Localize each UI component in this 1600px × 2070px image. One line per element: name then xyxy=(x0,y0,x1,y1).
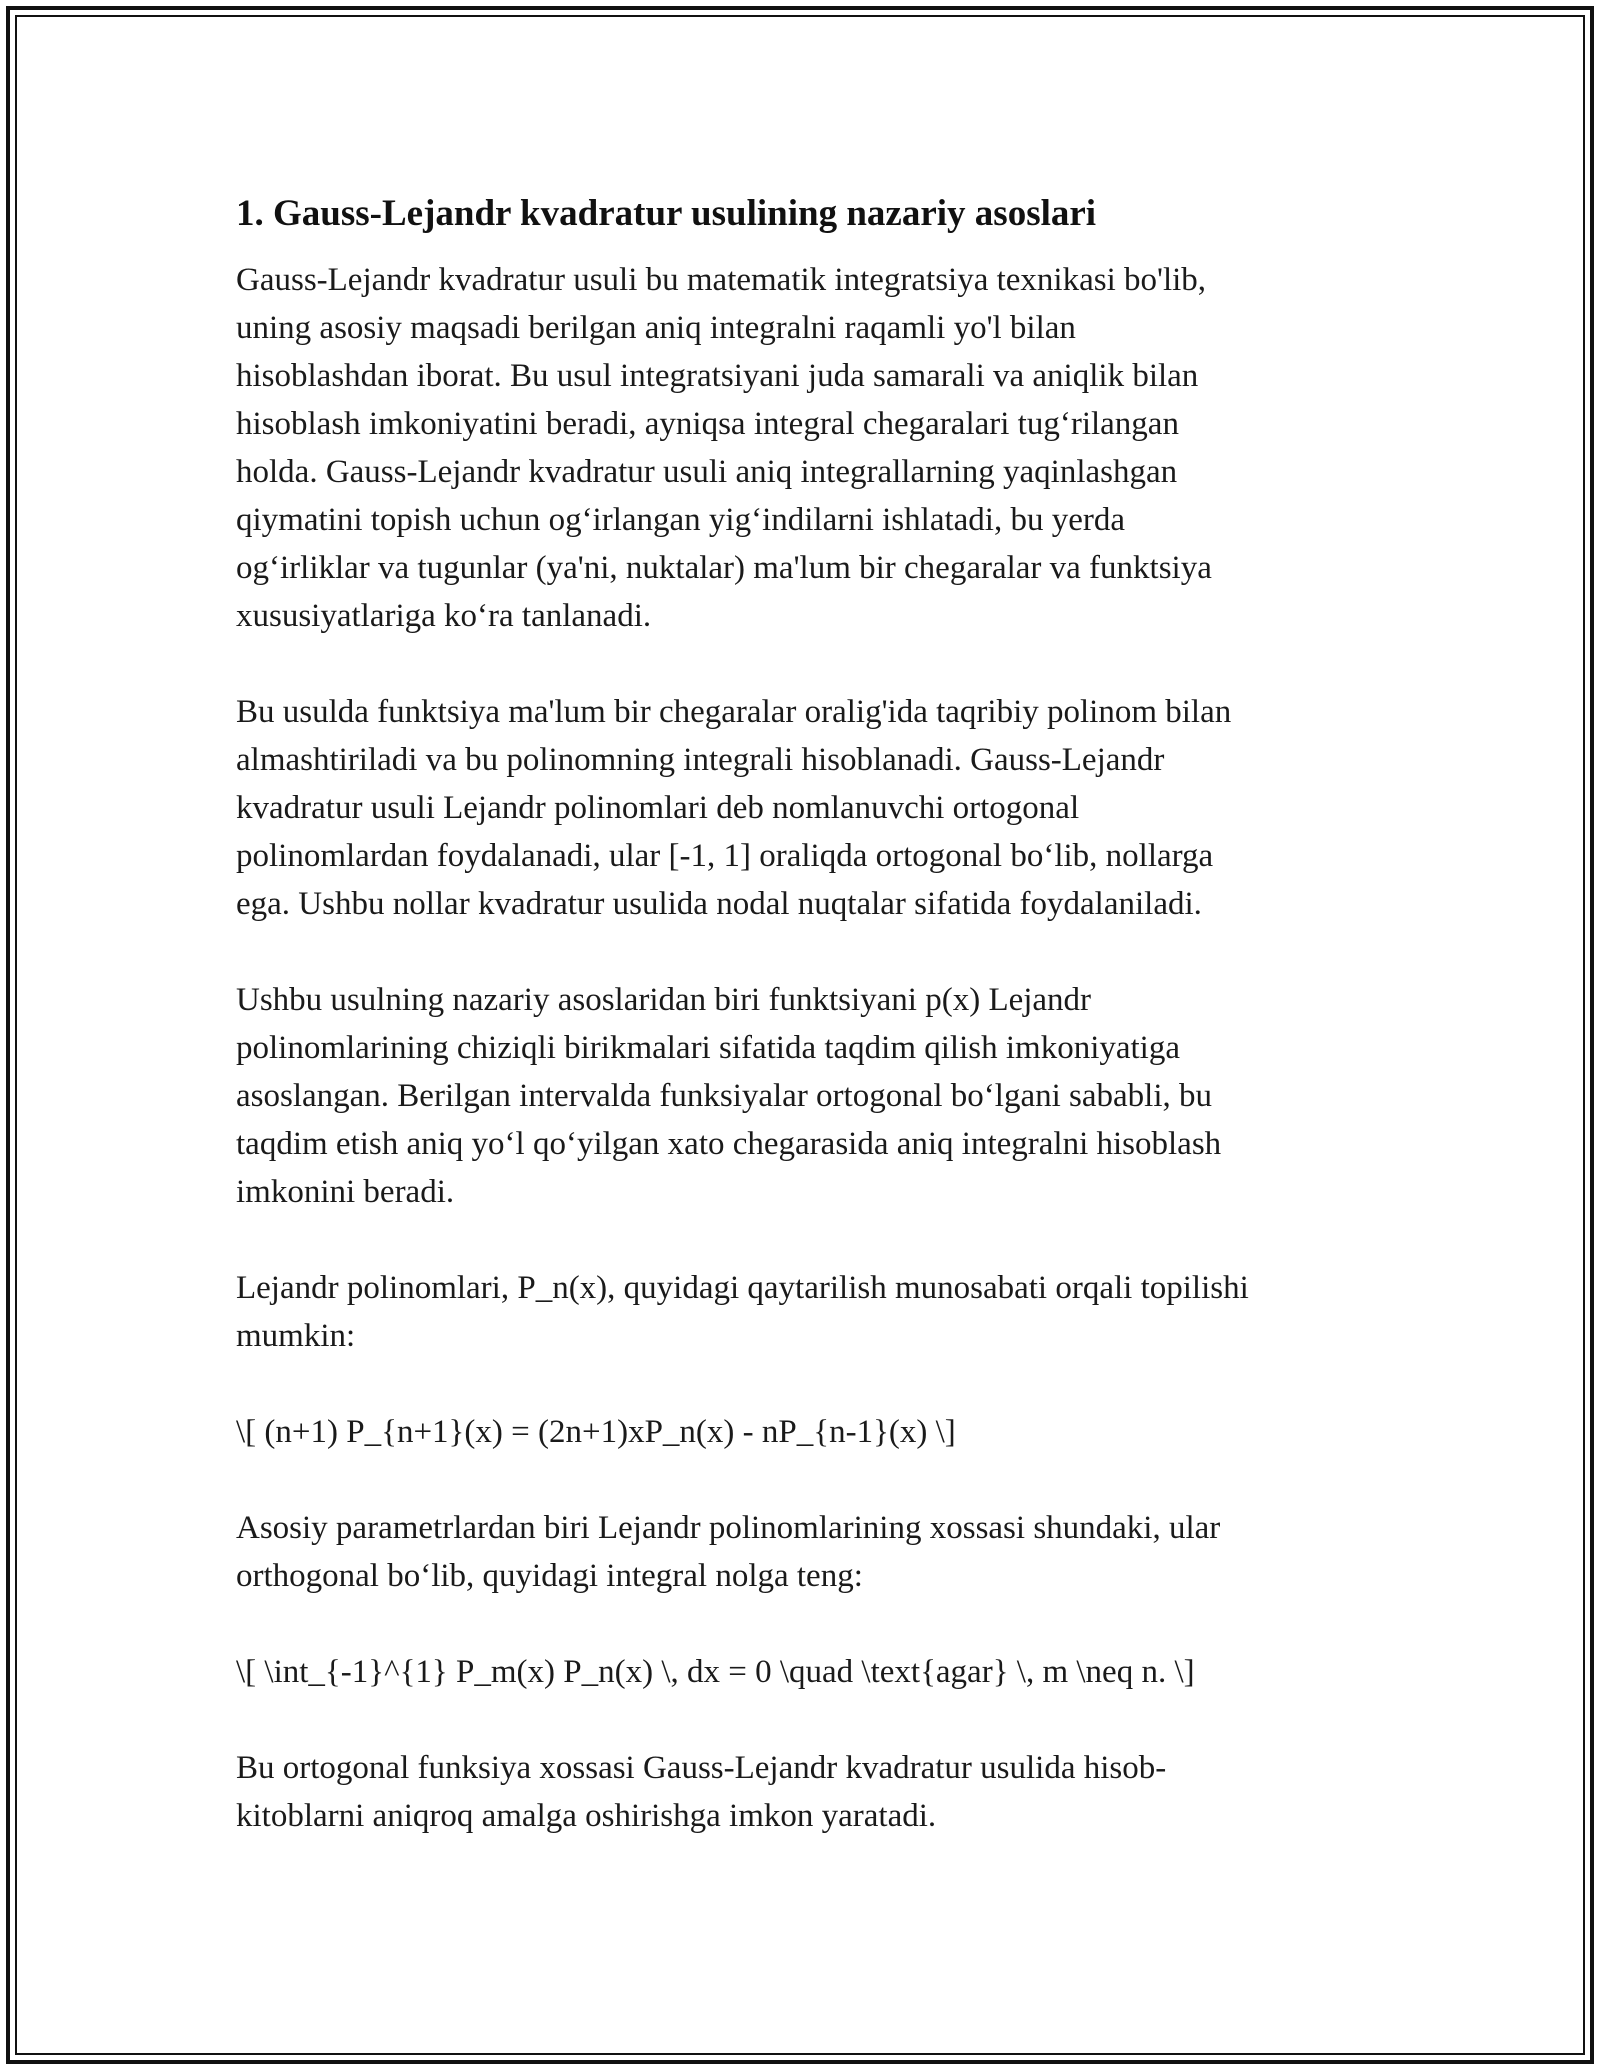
paragraph-intro: Gauss-Lejandr kvadratur usuli bu matematik integratsiya texnikasi bo'lib, uning asosiy maqsadi berilgan aniq integralni raqamli yo'l bilan hisoblashdan iborat. Bu usul integratsiyani juda samarali va aniqlik bilan hisoblash imkoniyatini beradi, ayniqsa integral chegaralari tug‘rilangan holda. Gauss-Lejandr kvadratur usuli aniq integrallarning yaqinlashgan qiymatini topish uchun og‘irlangan yig‘indilarni ishlatadi, bu yerda og‘irliklar va tugunlar (ya'ni, nuktalar) ma'lum bir chegaralar va funktsiya xususiyatlariga ko‘ra tanlanadi. xyxy=(236,262,1212,634)
paragraph-polynomial-approximation: Bu usulda funktsiya ma'lum bir chegaralar oralig'ida taqribiy polinom bilan almashtiriladi va bu polinomning integrali hisoblanadi. Gauss-Lejandr kvadratur usuli Lejandr polinomlari deb nomlanuvchi ortogonal polinomlardan foydalanadi, ular [-1, 1] oraliqda ortogonal bo‘lib, nollarga ega. Ushbu nollar kvadratur usulida nodal nuqtalar sifatida foydalaniladi. xyxy=(236,694,1232,922)
paragraph-conclusion: Bu ortogonal funksiya xossasi Gauss-Lejandr kvadratur usulida hisob- kitoblarni aniqroq amalga oshirishga imkon yaratadi. xyxy=(236,1750,1167,1834)
paragraph-recurrence-intro: Lejandr polinomlari, P_n(x), quyidagi qaytarilish munosabati orqali topilishi mumkin: xyxy=(236,1270,1249,1354)
section-heading: 1. Gauss-Lejandr kvadratur usulining nazariy asoslari xyxy=(236,193,1097,234)
formula-recurrence: \[ (n+1) P_{n+1}(x) = (2n+1)xP_n(x) - nP_{n-1}(x) \] xyxy=(236,1414,956,1450)
paragraph-theoretical-basis: Ushbu usulning nazariy asoslaridan biri funktsiyani p(x) Lejandr polinomlarining chiziqli birikmalari sifatida taqdim qilish imkoniyatiga asoslangan. Berilgan intervalda funksiyalar ortogonal bo‘lgani sababli, bu taqdim etish aniq yo‘l qo‘yilgan xato chegarasida aniq integralni hisoblash imkonini beradi. xyxy=(236,982,1222,1210)
formula-orthogonality: \[ \int_{-1}^{1} P_m(x) P_n(x) \, dx = 0 \quad \text{agar} \, m \neq n. \] xyxy=(236,1654,1195,1690)
paragraph-orthogonality-intro: Asosiy parametrlardan biri Lejandr polinomlarining xossasi shundaki, ular orthogonal bo‘lib, quyidagi integral nolga teng: xyxy=(236,1510,1221,1594)
document-body xyxy=(236,186,1386,1840)
